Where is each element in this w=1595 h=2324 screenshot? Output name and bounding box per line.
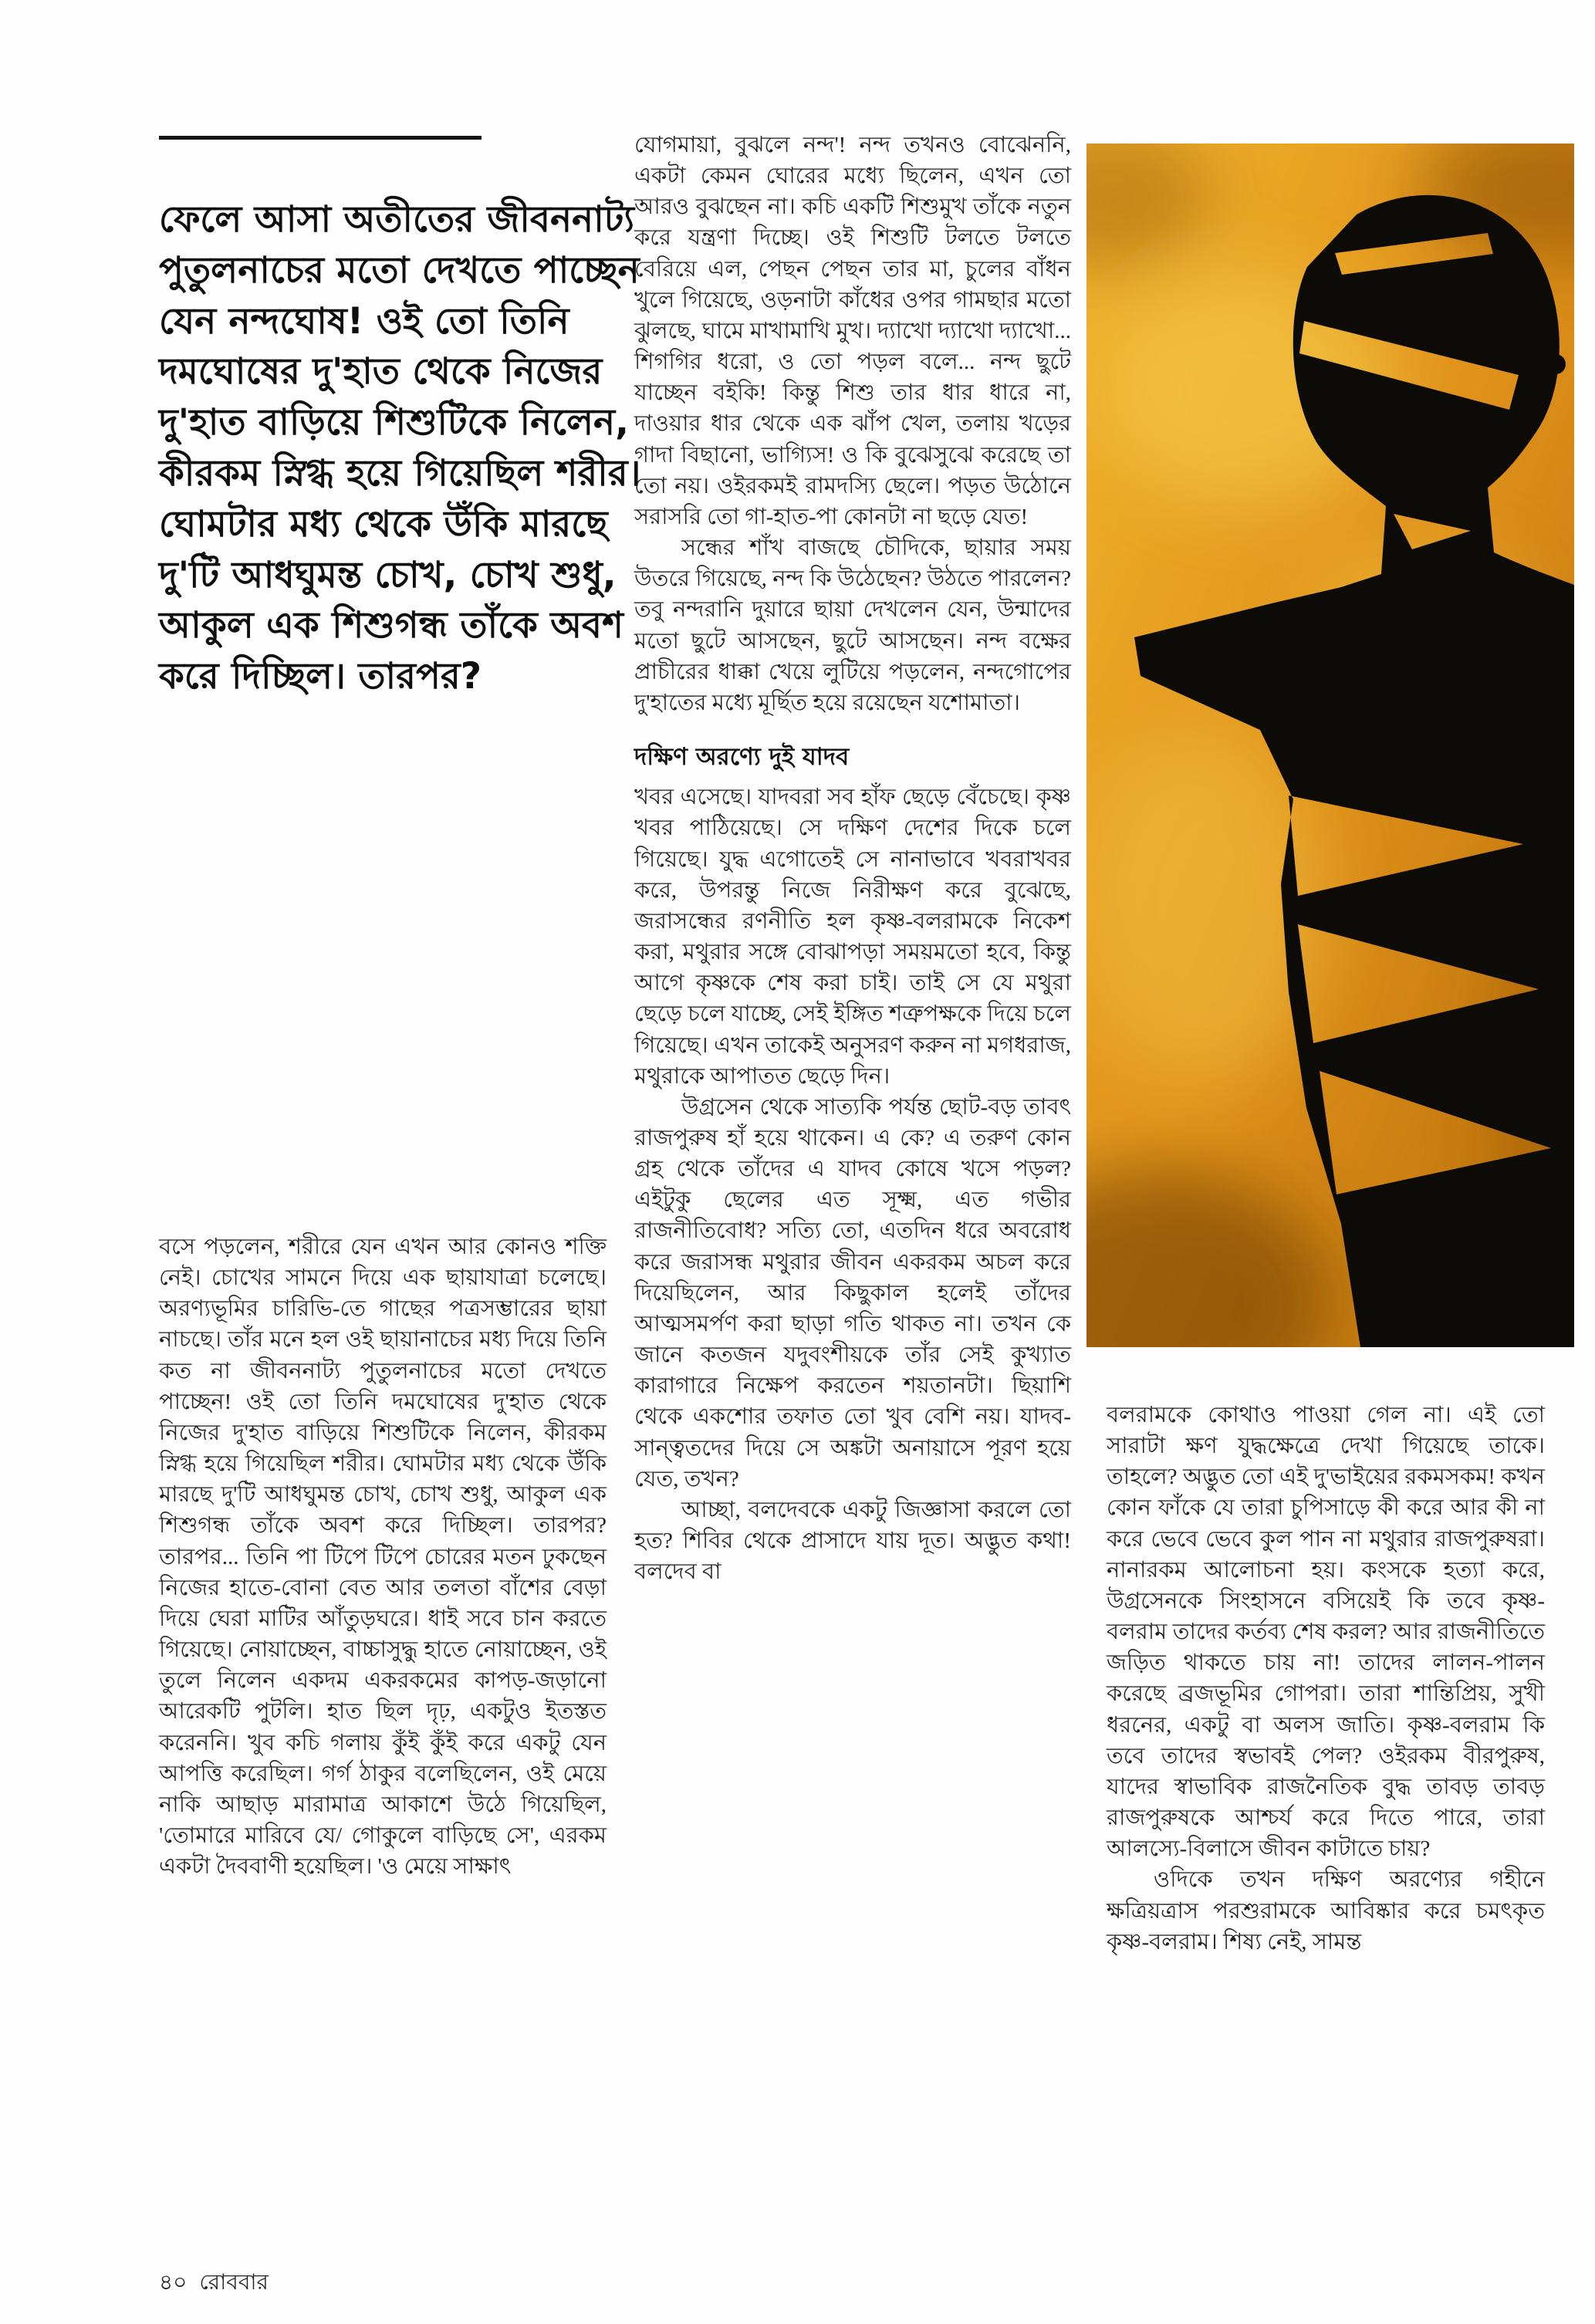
paragraph: বসে পড়লেন, শরীরে যেন এখন আর কোনও শক্তি নেই। চোখের সামনে দিয়ে এক ছায়াযাত্রা চলেছে। অরণ্যভূমির চারিভি-তে গাছের পত্রসম্ভারের ছায়া নাচছে। তাঁর মনে হল ওই ছায়ানাচের মধ্য দিয়ে তিনি কত না জীবননাট্য পুতুলনাচের মতো দেখতে পাচ্ছেন! ওই তো তিনি দমঘোষের দু'হাত থেকে নিজের দু'হাত বাড়িয়ে শিশুটিকে নিলেন, কীরকম স্নিগ্ধ হয়ে গিয়েছিল শরীর। ঘোমটার মধ্য থেকে উঁকি মারছে দু'টি আধঘুমন্ত চোখ, চোখ শুধু, আকুল এক শিশুগন্ধ তাঁকে অবশ করে দিচ্ছিল। তারপর? তারপর... তিনি পা টিপে টিপে চোরের মতন ঢুকছেন নিজের হাতে-বোনা বেত আর তলতা বাঁশের বেড়া দিয়ে ঘেরা মাটির আঁতুড়ঘরে। ধাই সবে চান করতে গিয়েছে। নোয়াচ্ছেন, বাচ্চাসুদ্ধু হাতে নোয়াচ্ছেন, ওই তুলে নিলেন একদম একরকমের কাপড়-জড়ানো আরেকটি পুটলি। হাত ছিল দৃঢ়, একটুও ইতস্তত করেননি। খুব কচি গলায় কুঁই কুঁই করে একটু যেন আপত্তি করেছিল। গর্গ ঠাকুর বলেছিলেন, ওই মেয়ে নাকি আছাড় মারামাত্র আকাশে উঠে গিয়েছিল, 'তোমারে মারিবে যে/ গোকুলে বাড়িছে সে', এরকম একটা দৈববাণী হয়েছিল। 'ও মেয়ে সাক্ষাৎ bbox=[159, 1235, 607, 1880]
paragraph: যোগমায়া, বুঝলে নন্দ'! নন্দ তখনও বোঝেননি, একটা কেমন ঘোরের মধ্যে ছিলেন, এখন তো আরও বুঝছেন না। কচি একটি শিশুমুখ তাঁকে নতুন করে যন্ত্রণা দিচ্ছে। ওই শিশুটি টলতে টলতে বেরিয়ে এল, পেছন পেছন তার মা, চুলের বাঁধন খুলে গিয়েছে, ওড়নাটা কাঁধের ওপর গামছার মতো ঝুলছে, ঘামে মাখামাখি মুখ। দ্যাখো দ্যাখো দ্যাখো... শিগগির ধরো, ও তো পড়ল বলে... নন্দ ছুটে যাচ্ছেন বইকি! কিন্তু শিশু তার ধার ধারে না, দাওয়ার ধার থেকে এক ঝাঁপ খেল, তলায় খড়ের গাদা বিছানো, ভাগ্যিস! ও কি বুঝেসুঝে করেছে তা তো নয়। ওইরকমই রামদস্যি ছেলে। পড়ত উঠোনে সরাসরি তো গা-হাত-পা কোনটা না ছড়ে যেত! bbox=[634, 133, 1071, 529]
magazine-title: রোববার bbox=[199, 2269, 269, 2295]
middle-column-bottom bbox=[634, 782, 1071, 1587]
pull-quote-rule bbox=[159, 136, 482, 140]
paragraph: আচ্ছা, বলদেবকে একটু জিজ্ঞাসা করলে তো হত? শিবির থেকে প্রাসাদে যায় দূত। অদ্ভুত কথা! বলদেব বা bbox=[634, 1497, 1071, 1585]
paragraph: খবর এসেছে। যাদবরা সব হাঁফ ছেড়ে বেঁচেছে। কৃষ্ণ খবর পাঠিয়েছে। সে দক্ষিণ দেশের দিকে চলে গিয়েছে। যুদ্ধ এগোতেই সে নানাভাবে খবরাখবর করে, উপরন্তু নিজে নিরীক্ষণ করে বুঝেছে, জরাসন্ধের রণনীতি হল কৃষ্ণ-বলরামকে নিকেশ করা, মথুরার সঙ্গে বোঝাপড়া সময়মতো হবে, কিন্তু আগে কৃষ্ণকে শেষ করা চাই। তাই সে যে মথুরা ছেড়ে চলে যাচ্ছে, সেই ইঙ্গিত শত্রুপক্ষকে দিয়ে চলে গিয়েছে। এখন তাকেই অনুসরণ করুন না মগধরাজ, মথুরাকে আপাতত ছেড়ে দিন। bbox=[634, 785, 1071, 1089]
paragraph: সন্ধের শাঁখ বাজছে চৌদিকে, ছায়ার সময় উতরে গিয়েছে, নন্দ কি উঠেছেন? উঠতে পারলেন? তবু নন্দরানি দুয়ারে ছায়া দেখলেন যেন, উন্মাদের মতো ছুটে আসছেন, ছুটে আসছেন। নন্দ বক্ষের প্রাচীরের ধাক্কা খেয়ে লুটিয়ে পড়লেন, নন্দগোপের দু'হাতের মধ্যে মূর্ছিত হয়ে রয়েছেন যশোমাতা। bbox=[634, 535, 1071, 715]
page-number: ৪০ bbox=[159, 2269, 188, 2295]
right-column-body bbox=[1107, 1400, 1545, 1957]
middle-column-top bbox=[634, 130, 1071, 718]
left-column-body bbox=[159, 1231, 607, 1882]
figure-ear-dot bbox=[1546, 354, 1566, 374]
section-subhead: দক্ষিণ অরণ্যে দুই যাদব bbox=[634, 742, 850, 771]
page-footer bbox=[159, 2265, 269, 2302]
pull-quote: ফেলে আসা অতীতের জীবননাট্য পুতুলনাচের মতো দেখতে পাচ্ছেন যেন নন্দঘোষ! ওই তো তিনি দমঘোষের দু'হাত থেকে নিজের দু'হাত বাড়িয়ে শিশুটিকে নিলেন, কীরকম স্নিগ্ধ হয়ে গিয়েছিল শরীর। ঘোমটার মধ্য থেকে উঁকি মারছে দু'টি আধঘুমন্ত চোখ, চোখ শুধু, আকুল এক শিশুগন্ধ তাঁকে অবশ করে দিচ্ছিল। তারপর? bbox=[159, 198, 641, 698]
middle-column bbox=[634, 130, 1071, 1587]
paragraph: ওদিকে তখন দক্ষিণ অরণ্যের গহীনে ক্ষত্রিয়ত্রাস পরশুরামকে আবিষ্কার করে চমৎকৃত কৃষ্ণ-বলরাম। শিষ্য নেই, সামন্ত bbox=[1107, 1867, 1545, 1954]
abstract-figure-illustration bbox=[1086, 144, 1574, 1347]
paragraph: বলরামকে কোথাও পাওয়া গেল না। এই তো সারাটা ক্ষণ যুদ্ধক্ষেত্রে দেখা গিয়েছে তাকে। তাহলে? অদ্ভুত তো এই দু'ভাইয়ের রকমসকম! কখন কোন ফাঁকে যে তারা চুপিসাড়ে কী করে আর কী না করে ভেবে ভেবে কুল পান না মথুরার রাজপুরুষরা। নানারকম আলোচনা হয়। কংসকে হত্যা করে, উগ্রসেনকে সিংহাসনে বসিয়েই কি তবে কৃষ্ণ-বলরাম তাদের কর্তব্য শেষ করল? আর রাজনীতিতে জড়িত থাকতে চায় না! তাদের লালন-পালন করেছে ব্রজভূমির গোপরা। তারা শান্তিপ্রিয়, সুখী ধরনের, একটু বা অলস জাতি। কৃষ্ণ-বলরাম কি তবে তাদের স্বভাবই পেল? ওইরকম বীরপুরুষ, যাদের স্বাভাবিক রাজনৈতিক বুদ্ধ তাবড় তাবড় রাজপুরুষকে আশ্চর্য করে দিতে পারে, তারা আলস্যে-বিলাসে জীবন কাটাতে চায়? bbox=[1107, 1403, 1545, 1862]
paragraph: উগ্রসেন থেকে সাত্যকি পর্যন্ত ছোট-বড় তাবৎ রাজপুরুষ হাঁ হয়ে থাকেন। এ কে? এ তরুণ কোন গ্রহ থেকে তাঁদের এ যাদব কোষে খসে পড়ল? এইটুকু ছেলের এত সূক্ষ্ম, এত গভীর রাজনীতিবোধ? সত্যি তো, এতদিন ধরে অবরোধ করে জরাসন্ধ মথুরার জীবন একরকম অচল করে দিয়েছিলেন, আর কিছুকাল হলেই তাঁদের আত্মসমর্পণ করা ছাড়া গতি থাকত না। তখন কে জানে কতজন যদুবংশীয়কে তাঁর সেই কুখ্যাত কারাগারে নিক্ষেপ করতেন শয়তানটা। ছিয়াশি থেকে একশোর তফাত তো খুব বেশি নয়। যাদব-সান্ত্বতদের দিয়ে সে অঙ্কটা অনায়াসে পূরণ হয়ে যেত, তখন? bbox=[634, 1094, 1071, 1491]
